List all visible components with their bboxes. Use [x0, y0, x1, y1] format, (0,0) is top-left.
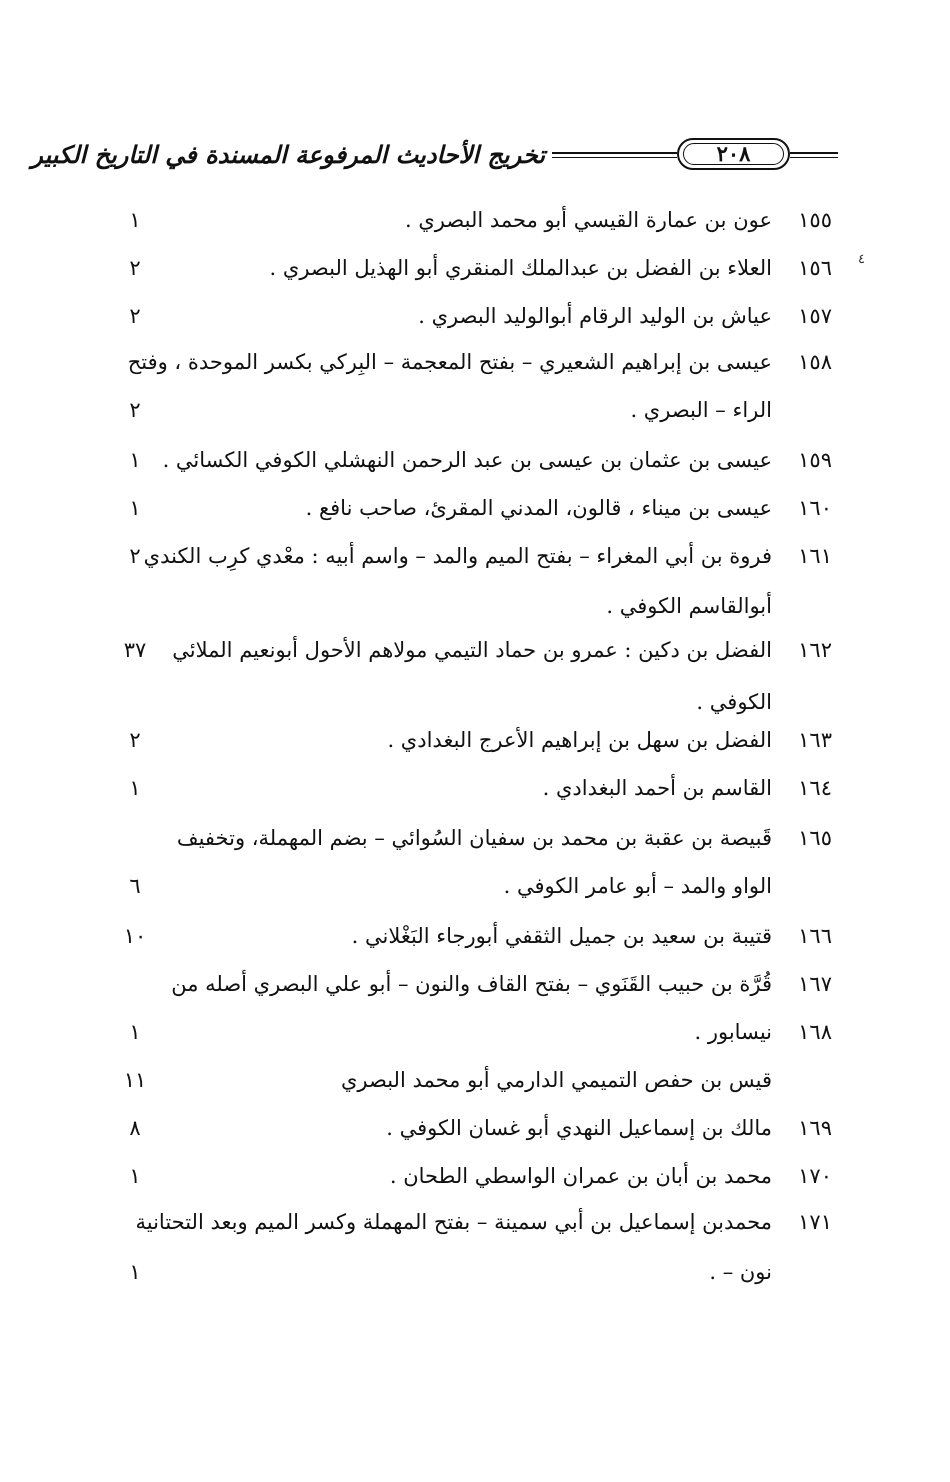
entry-line: [0, 1106, 950, 1150]
header-rule-left: [552, 152, 677, 158]
entry-count: ١: [129, 1020, 141, 1044]
entry-text: الراء – البصري .: [630, 398, 772, 422]
entry-number: ١٦٠: [798, 496, 832, 520]
entry-count: ٢: [129, 728, 141, 752]
page-number: ٢٠٨: [677, 138, 790, 170]
entry-line: [0, 718, 950, 762]
entry-line: [0, 914, 950, 958]
entry-text: مالك بن إسماعيل النهدي أبو غسان الكوفي .: [386, 1116, 772, 1140]
entry-number: ١٦١: [798, 544, 832, 568]
running-header: [0, 138, 950, 178]
entry-number: ١٦٥: [798, 826, 832, 850]
entry-count: ٢: [129, 256, 141, 280]
entry-number: ١٥٦: [798, 256, 832, 280]
entry-line: [0, 1200, 950, 1244]
entry-line: [0, 628, 950, 672]
entry-count: ١: [129, 448, 141, 472]
entry-count: ١: [129, 776, 141, 800]
entry-number: ١٧١: [798, 1210, 832, 1234]
entry-line: [0, 198, 950, 242]
entry-line: [0, 340, 950, 384]
entry-number: ١٥٧: [798, 304, 832, 328]
entry-line: [0, 388, 950, 432]
header-rule-right: [790, 152, 838, 158]
entry-line: [0, 1250, 950, 1294]
entry-line: [0, 864, 950, 908]
entry-count: ٣٧: [123, 638, 147, 662]
entry-line: [0, 1010, 950, 1054]
entry-count: ٦: [129, 874, 141, 898]
entry-line: [0, 962, 950, 1006]
entry-text: قيس بن حفص التميمي الدارمي أبو محمد البصري: [340, 1068, 772, 1092]
entry-text: عون بن عمارة القيسي أبو محمد البصري .: [405, 208, 772, 232]
entry-number: ١٦٦: [798, 924, 832, 948]
entry-number: ١٥٨: [798, 350, 832, 374]
entry-line: [0, 584, 950, 628]
entry-text: عيسى بن ميناء ، قالون، المدني المقرئ، صاحب نافع .: [305, 496, 772, 520]
entry-count: ٢: [129, 544, 141, 568]
entry-line: [0, 246, 950, 290]
entry-text: الفضل بن سهل بن إبراهيم الأعرج البغدادي .: [387, 728, 772, 752]
entry-text: فروة بن أبي المغراء – بفتح الميم والمد – واسم أبيه : معْدي كرِب الكندي: [143, 544, 772, 568]
entry-number: ١٧٠: [798, 1164, 832, 1188]
entry-line: [0, 486, 950, 530]
margin-mark: ٤: [858, 252, 865, 267]
entry-number: ١٥٩: [798, 448, 832, 472]
entry-line: [0, 1058, 950, 1102]
entry-number: ١٥٥: [798, 208, 832, 232]
running-title: تخريج الأحاديث المرفوعة المسندة في التاريخ الكبير: [31, 140, 545, 169]
entry-text: نون – .: [709, 1260, 772, 1284]
entry-line: [0, 534, 950, 578]
entry-text: أبوالقاسم الكوفي .: [606, 594, 772, 618]
entry-line: [0, 816, 950, 860]
entry-text: عياش بن الوليد الرقام أبوالوليد البصري .: [418, 304, 772, 328]
entry-text: الكوفي .: [696, 690, 772, 714]
entry-number: ١٦٣: [798, 728, 832, 752]
entry-text: محمدبن إسماعيل بن أبي سمينة – بفتح المهملة وكسر الميم وبعد التحتانية: [135, 1210, 772, 1234]
entry-count: ١٠: [123, 924, 147, 948]
entry-count: ٨: [129, 1116, 141, 1140]
entry-line: [0, 766, 950, 810]
entry-line: [0, 1154, 950, 1198]
entry-text: القاسم بن أحمد البغدادي .: [542, 776, 772, 800]
entry-number: ١٦٨: [798, 1020, 832, 1044]
entry-count: ١: [129, 1164, 141, 1188]
entry-text: قُرَّة بن حبيب القَنَوي – بفتح القاف والنون – أبو علي البصري أصله من: [171, 972, 772, 996]
entry-line: [0, 294, 950, 338]
entry-count: ١: [129, 1260, 141, 1284]
entry-text: محمد بن أبان بن عمران الواسطي الطحان .: [389, 1164, 772, 1188]
entry-number: ١٦٢: [798, 638, 832, 662]
entry-number: ١٦٧: [798, 972, 832, 996]
entry-count: ١١: [123, 1068, 147, 1092]
entry-text: الفضل بن دكين : عمرو بن حماد التيمي مولاهم الأحول أبونعيم الملائي: [172, 638, 772, 662]
entry-text: نيسابور .: [694, 1020, 772, 1044]
entry-line: [0, 438, 950, 482]
entry-text: عيسى بن عثمان بن عيسى بن عبد الرحمن النهشلي الكوفي الكسائي .: [162, 448, 772, 472]
entry-count: ٢: [129, 398, 141, 422]
entry-text: قَبيصة بن عقبة بن محمد بن سفيان السُوائي – بضم المهملة، وتخفيف: [176, 826, 772, 850]
entry-text: قتيبة بن سعيد بن جميل الثقفي أبورجاء البَغْلاني .: [351, 924, 772, 948]
entry-number: ١٦٤: [798, 776, 832, 800]
entry-text: الواو والمد – أبو عامر الكوفي .: [503, 874, 772, 898]
entry-number: ١٦٩: [798, 1116, 832, 1140]
entry-count: ٢: [129, 304, 141, 328]
entry-text: عيسى بن إبراهيم الشعيري – بفتح المعجمة – البِركي بكسر الموحدة ، وفتح: [127, 350, 772, 374]
entry-count: ١: [129, 496, 141, 520]
entry-count: ١: [129, 208, 141, 232]
entry-text: العلاء بن الفضل بن عبدالملك المنقري أبو الهذيل البصري .: [269, 256, 772, 280]
